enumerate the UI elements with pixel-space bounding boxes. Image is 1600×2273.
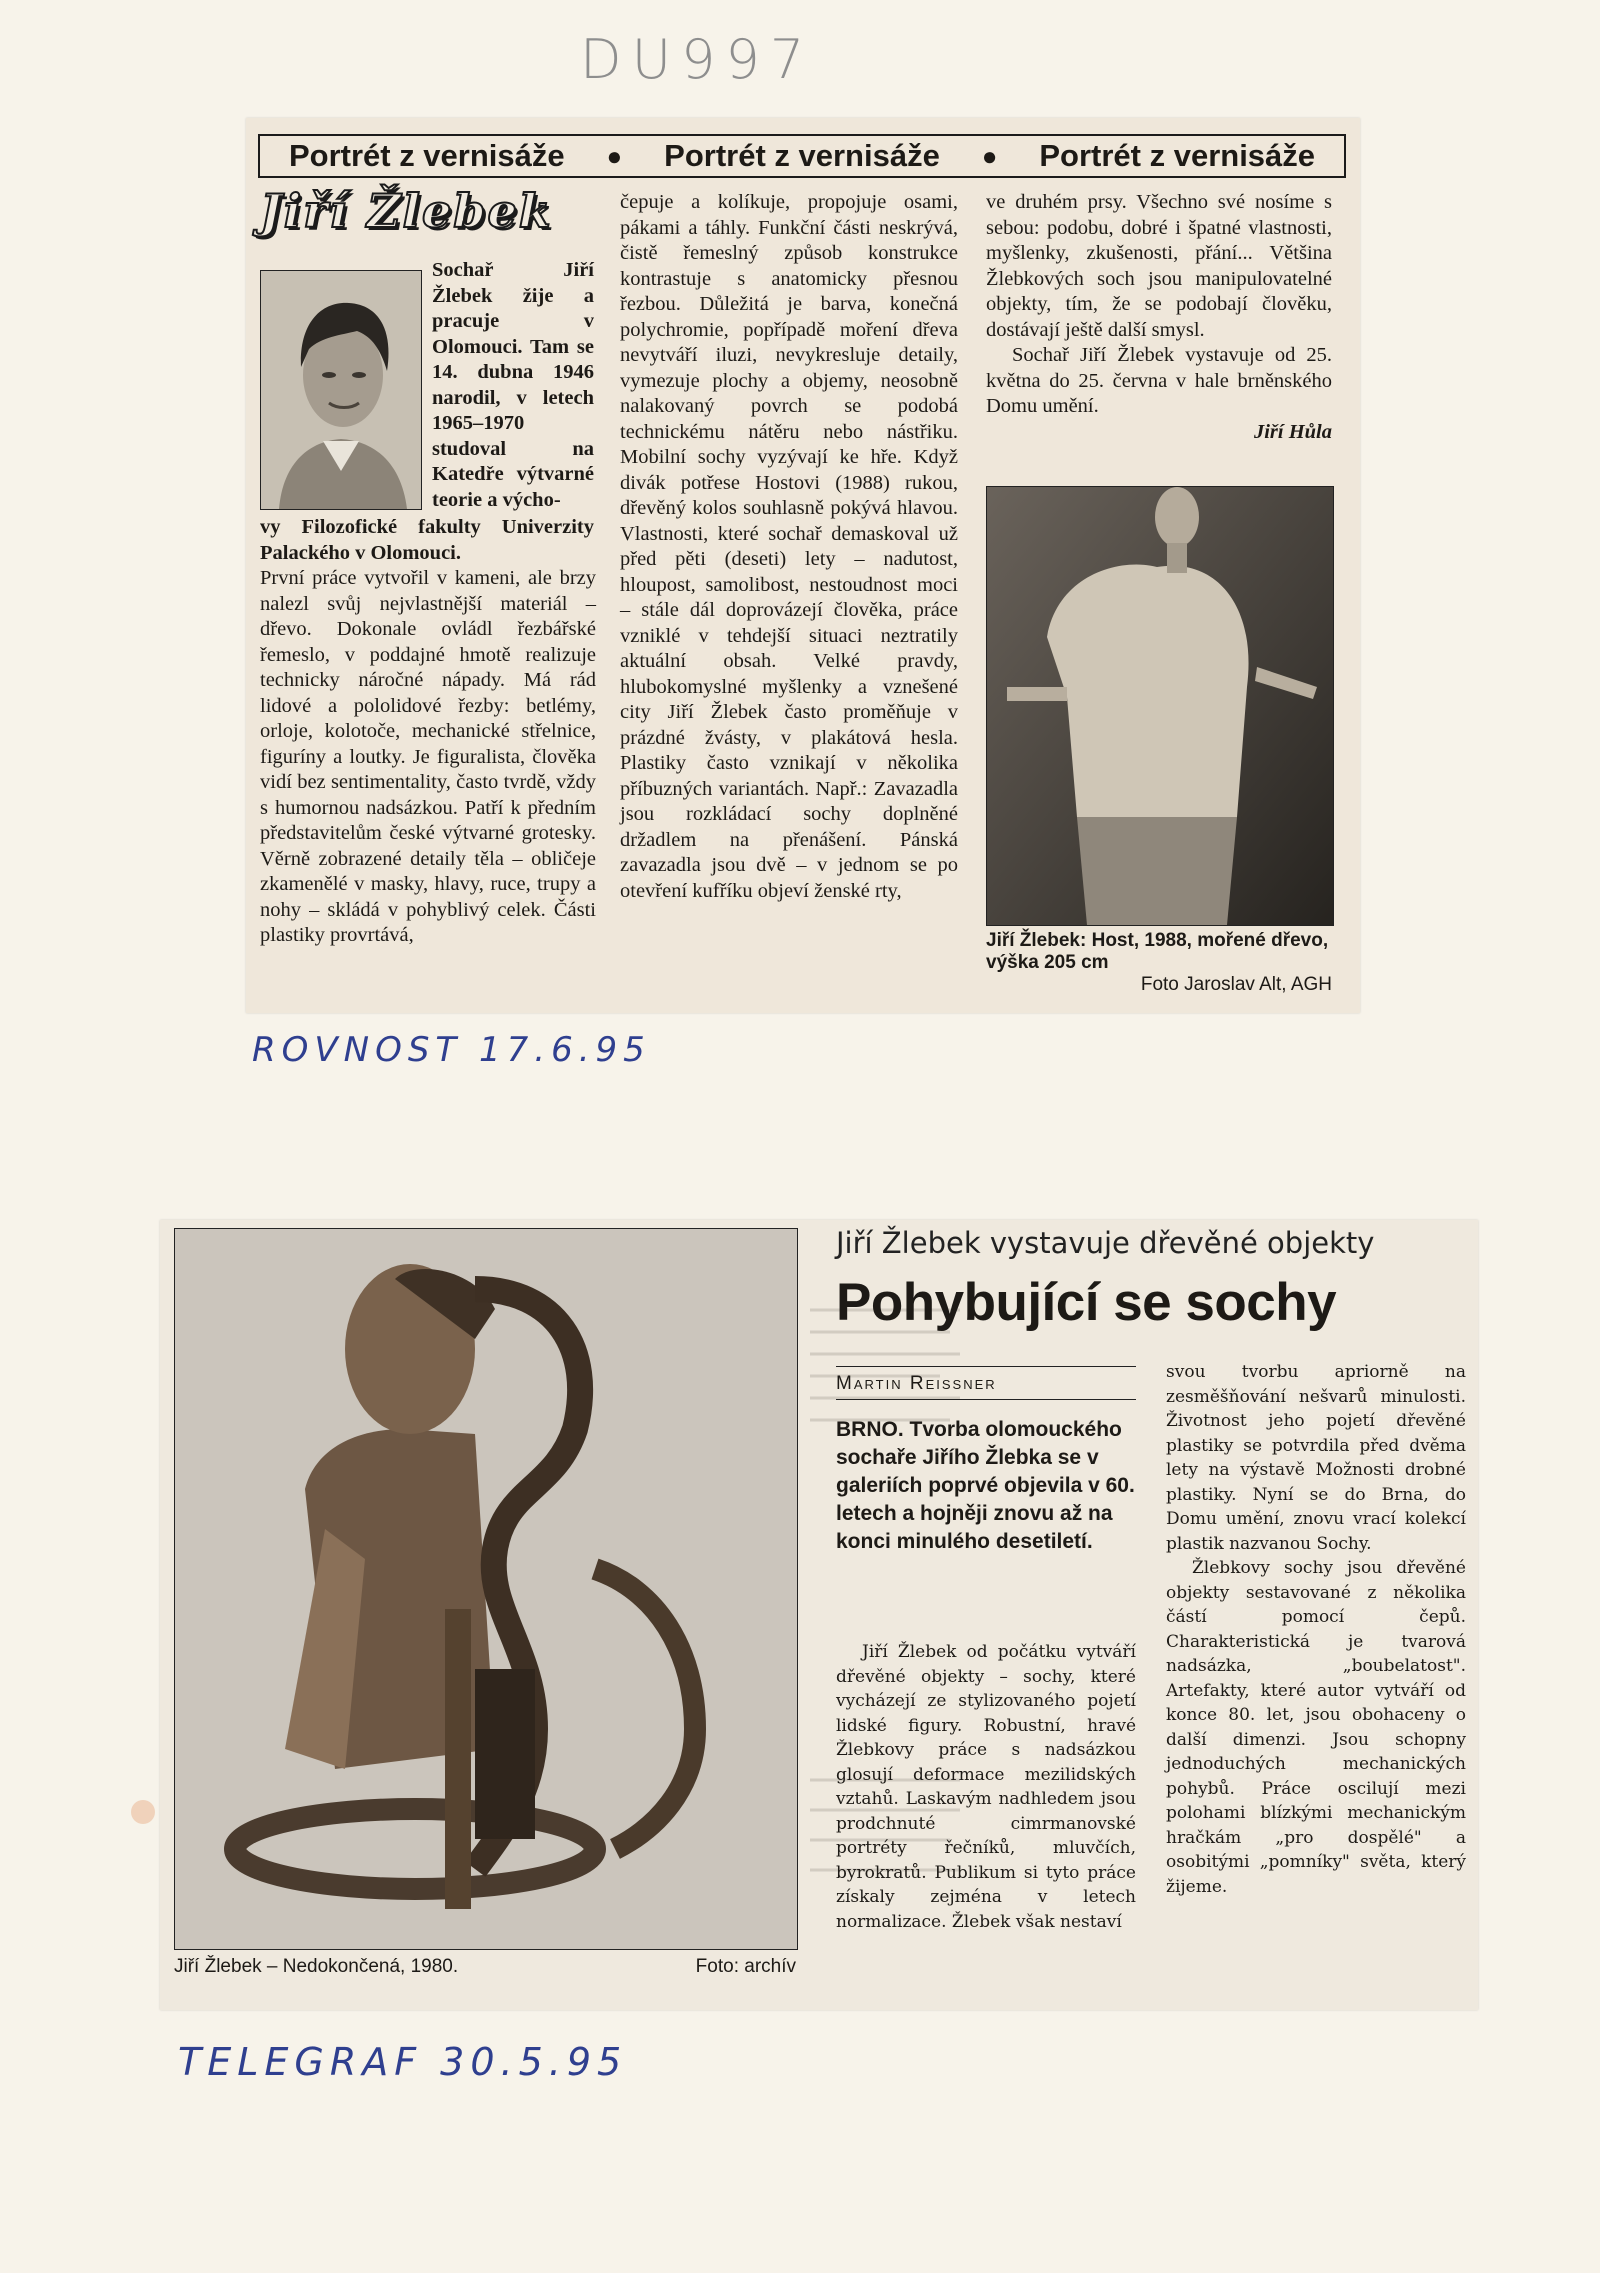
- photo-caption: Jiří Žlebek – Nedokončená, 1980.: [174, 1956, 459, 1977]
- photo-title: Jiří Žlebek: Host, 1988, mořené dřevo, výška 205 cm: [986, 930, 1329, 973]
- bullet-icon: ●: [981, 140, 998, 171]
- portrait-image: [261, 271, 421, 509]
- punch-hole-mark: [131, 1800, 155, 1824]
- article-column-3: [986, 190, 1332, 445]
- sculpture-caption: [174, 1956, 796, 1978]
- author-byline: Martin Reissner: [836, 1366, 1136, 1400]
- banner-text-3: Portrét z vernisáže: [1039, 138, 1316, 173]
- archive-code: DU997: [580, 28, 815, 91]
- article-title: Pohybující se sochy: [836, 1273, 1337, 1332]
- article-headline: Jiří Žlebek: [260, 184, 553, 238]
- section-banner: [258, 134, 1346, 178]
- column-3-paragraph-1: ve druhém prsy. Všechno své nosíme s sebou: podobu, dobré i špatné vlastnosti, myšlenky, zkušenosti, přání... Většina Žlebkových soch jsou manipulovatelné objekty, tím, že se podobají člověku, dostávají ještě další smysl.: [986, 191, 1332, 341]
- host-photo-caption: [986, 930, 1332, 996]
- article-column-a: Jiří Žlebek od počátku vytváří dřevěné objekty – sochy, které vycházejí ze stylizovaného pojetí lidské figury. Robustní, hravé Žlebkovy práce s nadsázkou glosují deformace mezilidských vztahů. Laskavým nadhledem jsou prodchnuté cimrmanovské portréty řečníků, mluvčích, byrokratů. Publikum si tyto práce získaly zejména v letech normalizace. Žlebek však nestaví: [836, 1642, 1136, 1932]
- article-kicker: Jiří Žlebek vystavuje dřevěné objekty: [836, 1226, 1375, 1260]
- column-b-paragraph-2: Žlebkovy sochy jsou dřevěné objekty sestavované z několika částí pomocí čepů. Charakteristická je tvarová nadsázka, „boubelatost". Artefakty, které autor vytváří od konce 80. let, jsou obohaceny o další dimenzi. Jsou schopny jednoduchých mechanických pohybů. Práce oscilují mezi polohami blízkými mechanickým hračkám „pro dospělé" a osobitými „pomníky" světa, který žijeme.: [1166, 1558, 1466, 1897]
- banner-text-1: Portrét z vernisáže: [288, 138, 565, 173]
- exhibition-info: Sochař Jiří Žlebek vystavuje od 25. května do 25. června v hale brněnského Domu umění.: [986, 344, 1332, 417]
- clipping-telegraf: [160, 1220, 1478, 2010]
- sculpture-photo-host: [986, 486, 1334, 926]
- banner-text-2: Portrét z vernisáže: [664, 138, 940, 173]
- article-column-1: První práce vytvořil v kameni, ale brzy nalezl svůj nejvlastnější materiál – dřevo. Dokonale ovládl řezbářské řemeslo, v poddajné hmotě realizuje technicky náročné nápady. Má rád lidové a pololidové řezby: betlémy, orloje, kolotoče, mechanické střelnice, figuríny a loutky. Je figuralista, člověka vidí bez sentimentality, často tvrdě, vždy s humornou nadsázkou. Patří k předním představitelům české výtvarné grotesky. Věrně zobrazené detaily těla – obličeje zkamenělé v masky, hlavy, ruce, trupy a nohy – skládá v pohyblivý celek. Části plastiky provrtává,: [260, 567, 596, 946]
- bullet-icon: ●: [606, 140, 623, 171]
- bio-intro-continued: vy Filozofické fakulty Univerzity Palackého v Olomouci.: [260, 516, 594, 564]
- bio-intro: Sochař Jiří Žlebek žije a pracuje v Olomouci. Tam se 14. dubna 1946 narodil, v letech 1965–1970 studoval na Katedře výtvarné teorie a výcho-: [432, 259, 594, 511]
- photo-credit: Foto Jaroslav Alt, AGH: [1140, 974, 1332, 995]
- host-sculpture-image: [987, 487, 1333, 925]
- author-signature: Jiří Hůla: [1253, 420, 1332, 443]
- article-lede: BRNO. Tvorba olomouckého sochaře Jiřího Žlebka se v galeriích poprvé objevila v 60. letech a hojněji znovu až na konci minulého desetiletí.: [836, 1418, 1135, 1553]
- column-b-paragraph-1: svou tvorbu apriorně na zesměšňování nešvarů minulosti. Životnost jeho pojetí dřevěné plastiky se potvrdila před dvěma lety na výstavě Možnosti drobné plastiky. Nyní se do Brna, do Domu umění, znovu vrací kolekcí plastik nazvanou Sochy.: [1166, 1362, 1466, 1554]
- nedokoncena-sculpture-image: [175, 1229, 797, 1949]
- handwritten-source-2: TELEGRAF 30.5.95: [178, 2040, 628, 2084]
- handwritten-source-1: ROVNOST 17.6.95: [252, 1030, 651, 1070]
- article-column-b: [1166, 1360, 1466, 1899]
- article-column-2: čepuje a kolíkuje, propojuje osami, pákami a táhly. Funkční části neskrývá, čistě řemeslný způsob konstrukce kontrastuje s anatomicky přesnou řezbou. Důležitá je barva, konečná polychromie, popřípadě moření dřeva nevytváří iluzi, nevykresluje detaily, vymezuje plochy a objemy, neosobně nalakovaný povrch se podobá technickému nátěru nebo nástřiku. Mobilní sochy vyzývají ke hře. Když divák potřese Hostovi (1988) rukou, dřevěný kolos souhlasně pokývá hlavou. Vlastnosti, které sochař demaskoval už před pěti (deseti) lety – nadutost, hloupost, samolibost, nestoudnost moci – stále dál doprovázejí člověka, práce vzniklé v tehdejší situaci neztratily aktuální obsah. Velké pravdy, hlubokomyslné myšlenky a vznešené city Jiří Žlebek často proměňuje v prázdné žvásty, v plakátová hesla. Plastiky často vznikají v několika příbuzných variantách. Např.: Zavazadla jsou rozkládací sochy doplněné držadlem na přenášení. Pánská zavazadla jsou dvě – v jednom se po otevření kufříku objeví ženské rty,: [620, 191, 958, 902]
- photo-credit: Foto: archív: [695, 1956, 796, 1977]
- portrait-photo: [260, 270, 422, 510]
- sculpture-photo-nedokoncena: [174, 1228, 798, 1950]
- clipping-rovnost: [246, 118, 1360, 1013]
